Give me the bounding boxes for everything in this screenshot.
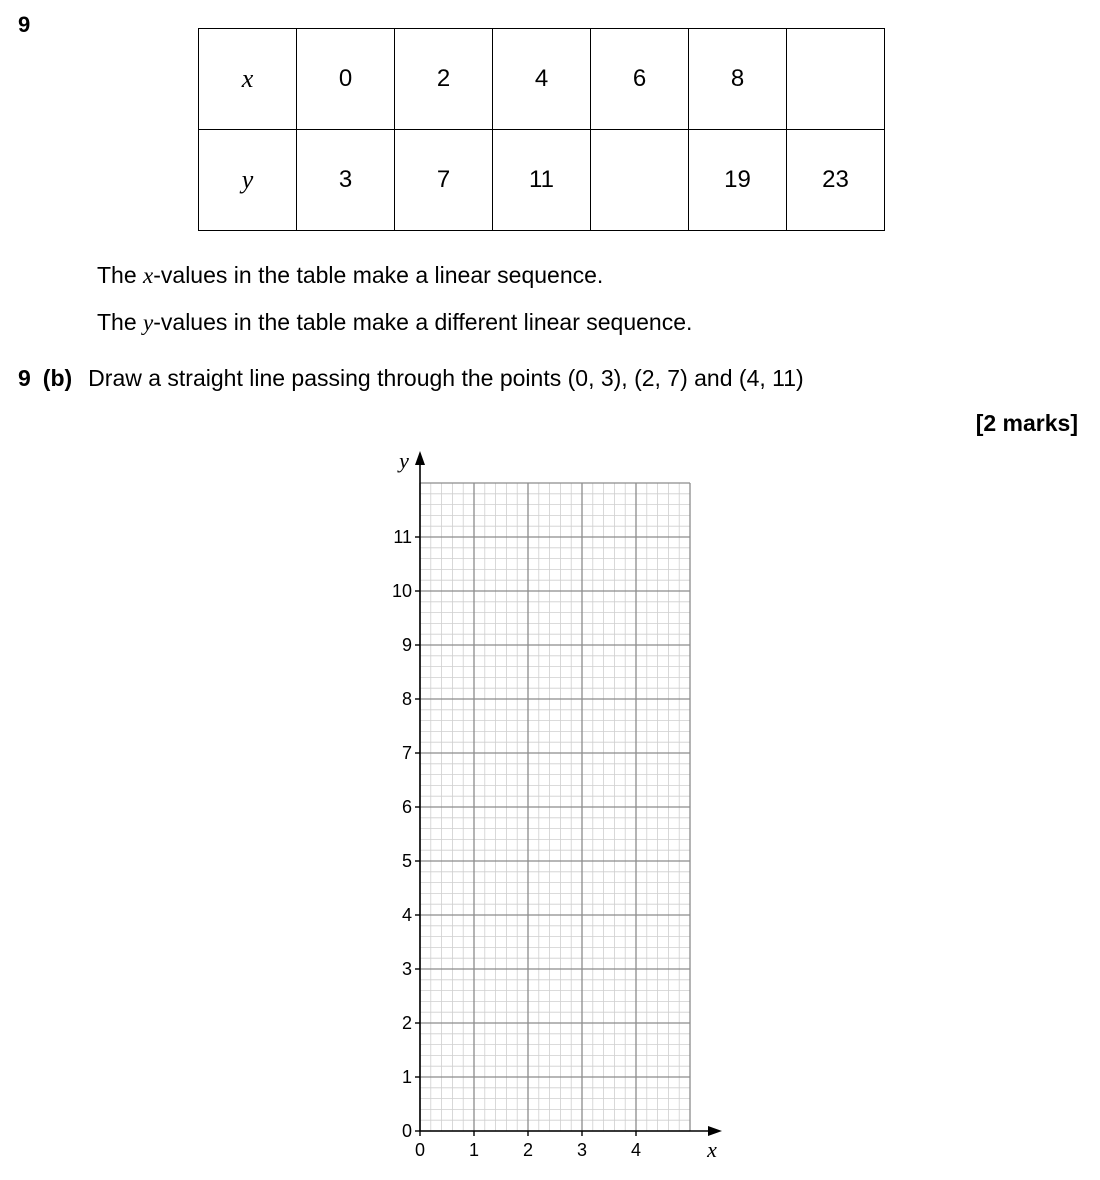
y-tick-label: 10: [391, 581, 412, 601]
x-value-cell: 8: [689, 29, 787, 130]
variable-y: y: [143, 310, 154, 335]
x-value-cell: 0: [297, 29, 395, 130]
x-tick-label: 3: [576, 1140, 588, 1160]
y-value-cell: 3: [297, 130, 395, 231]
y-tick-label: 7: [401, 743, 412, 763]
statement-text: The: [97, 309, 144, 335]
y-tick-label: 11: [393, 527, 412, 547]
x-tick-label: 2: [522, 1140, 534, 1160]
statement-text: -values in the table make a different linear sequence.: [153, 309, 693, 335]
marks-label: [2 marks]: [975, 410, 1078, 436]
y-value-cell: 11: [493, 130, 591, 231]
x-axis-label: x: [707, 1137, 717, 1162]
y-header-cell: y: [199, 130, 297, 231]
x-value-cell: 6: [591, 29, 689, 130]
x-value-cell: 2: [395, 29, 493, 130]
x-tick-label: 0: [414, 1140, 426, 1160]
x-tick-label: 4: [630, 1140, 642, 1160]
y-tick-label: 1: [401, 1067, 412, 1087]
y-tick-label: 0: [401, 1121, 412, 1141]
y-tick-label: 6: [401, 797, 412, 817]
statement-text: -values in the table make a linear sequence.: [153, 262, 604, 288]
y-tick-label: 9: [401, 635, 412, 655]
x-tick-label: 1: [468, 1140, 480, 1160]
part-instruction: Draw a straight line passing through the points (0, 3), (2, 7) and (4, 11): [88, 365, 804, 391]
question-number: 9: [18, 12, 31, 37]
y-tick-label: 5: [401, 851, 412, 871]
x-value-cell: 4: [493, 29, 591, 130]
y-axis-arrow-icon: [415, 451, 425, 465]
y-tick-label: 2: [401, 1013, 412, 1033]
tick-marks: [415, 537, 636, 1136]
y-value-cell: 19: [689, 130, 787, 231]
y-tick-label: 8: [401, 689, 412, 709]
y-axis-label: y: [399, 448, 409, 473]
y-tick-label: 4: [401, 905, 412, 925]
x-axis-arrow-icon: [708, 1126, 722, 1136]
y-value-cell: 7: [395, 130, 493, 231]
x-header-cell: x: [199, 29, 297, 130]
axes: [415, 451, 722, 1136]
variable-x: x: [143, 263, 154, 288]
part-number: 9: [18, 365, 31, 391]
y-value-cell: 23: [787, 130, 885, 231]
y-tick-label: 3: [401, 959, 412, 979]
statement-text: The: [97, 262, 144, 288]
part-label: (b): [42, 365, 73, 391]
